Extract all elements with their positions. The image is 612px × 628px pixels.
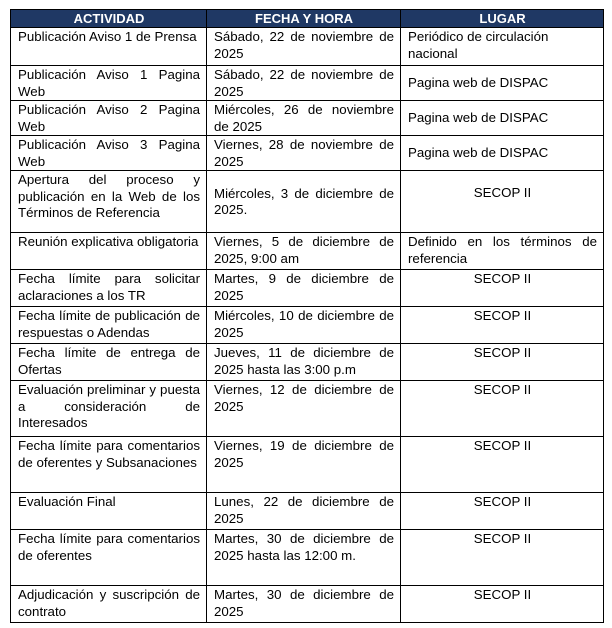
lugar-cell: Pagina web de DISPAC (401, 136, 604, 171)
fecha-cell: Viernes, 28 de noviembre de 2025 (207, 136, 401, 171)
table-row (11, 344, 604, 381)
actividad-cell: Publicación Aviso 3 Pagina Web (11, 136, 207, 171)
lugar-cell: SECOP II (401, 586, 604, 623)
actividad-cell: Apertura del proceso y publicación en la Web de los Términos de Referencia (11, 171, 207, 233)
fecha-cell: Sábado, 22 de noviembre de 2025 (207, 66, 401, 101)
table-row (11, 493, 604, 530)
lugar-cell: SECOP II (401, 381, 604, 437)
fecha-cell: Viernes, 19 de diciembre de 2025 (207, 437, 401, 493)
table-row (11, 437, 604, 493)
actividad-cell: Fecha límite para comentarios de oferentes y Subsanaciones (11, 437, 207, 493)
actividad-cell: Fecha límite de publicación de respuestas o Adendas (11, 307, 207, 344)
lugar-cell: SECOP II (401, 493, 604, 530)
table-row (11, 101, 604, 136)
fecha-cell: Miércoles, 3 de diciembre de 2025. (207, 171, 401, 233)
actividad-cell: Publicación Aviso 1 de Prensa (11, 28, 207, 66)
lugar-cell: Pagina web de DISPAC (401, 101, 604, 136)
lugar-cell: SECOP II (401, 437, 604, 493)
table-row (11, 136, 604, 171)
lugar-cell: Pagina web de DISPAC (401, 66, 604, 101)
lugar-cell: SECOP II (401, 530, 604, 586)
actividad-cell: Evaluación Final (11, 493, 207, 530)
fecha-cell: Sábado, 22 de noviembre de 2025 (207, 28, 401, 66)
actividad-cell: Fecha límite para solicitar aclaraciones a los TR (11, 270, 207, 307)
table-row (11, 28, 604, 66)
table-row (11, 530, 604, 586)
fecha-cell: Martes, 30 de diciembre de 2025 hasta las 12:00 m. (207, 530, 401, 586)
table-row (11, 171, 604, 233)
header-lugar: LUGAR (401, 10, 604, 28)
lugar-cell: Periódico de circulación nacional (401, 28, 604, 66)
header-fecha-hora: FECHA Y HORA (207, 10, 401, 28)
fecha-cell: Lunes, 22 de diciembre de 2025 (207, 493, 401, 530)
lugar-cell: SECOP II (401, 171, 604, 233)
schedule-table (10, 9, 604, 623)
actividad-cell: Evaluación preliminar y puesta a consideración de Interesados (11, 381, 207, 437)
actividad-cell: Reunión explicativa obligatoria (11, 233, 207, 270)
fecha-cell: Miércoles, 26 de noviembre de 2025 (207, 101, 401, 136)
fecha-cell: Jueves, 11 de diciembre de 2025 hasta las 3:00 p.m (207, 344, 401, 381)
fecha-cell: Martes, 9 de diciembre de 2025 (207, 270, 401, 307)
actividad-cell: Publicación Aviso 2 Pagina Web (11, 101, 207, 136)
actividad-cell: Adjudicación y suscripción de contrato (11, 586, 207, 623)
fecha-cell: Viernes, 5 de diciembre de 2025, 9:00 am (207, 233, 401, 270)
actividad-cell: Fecha límite de entrega de Ofertas (11, 344, 207, 381)
lugar-cell: SECOP II (401, 344, 604, 381)
table-row (11, 307, 604, 344)
table-row (11, 586, 604, 623)
lugar-cell: SECOP II (401, 307, 604, 344)
lugar-cell: SECOP II (401, 270, 604, 307)
table-row (11, 270, 604, 307)
lugar-cell: Definido en los términos de referencia (401, 233, 604, 270)
fecha-cell: Viernes, 12 de diciembre de 2025 (207, 381, 401, 437)
fecha-cell: Miércoles, 10 de diciembre de 2025 (207, 307, 401, 344)
table-row (11, 233, 604, 270)
actividad-cell: Fecha límite para comentarios de oferentes (11, 530, 207, 586)
table-header-row (11, 10, 604, 28)
header-actividad: ACTIVIDAD (11, 10, 207, 28)
fecha-cell: Martes, 30 de diciembre de 2025 (207, 586, 401, 623)
actividad-cell: Publicación Aviso 1 Pagina Web (11, 66, 207, 101)
table-row (11, 66, 604, 101)
table-row (11, 381, 604, 437)
